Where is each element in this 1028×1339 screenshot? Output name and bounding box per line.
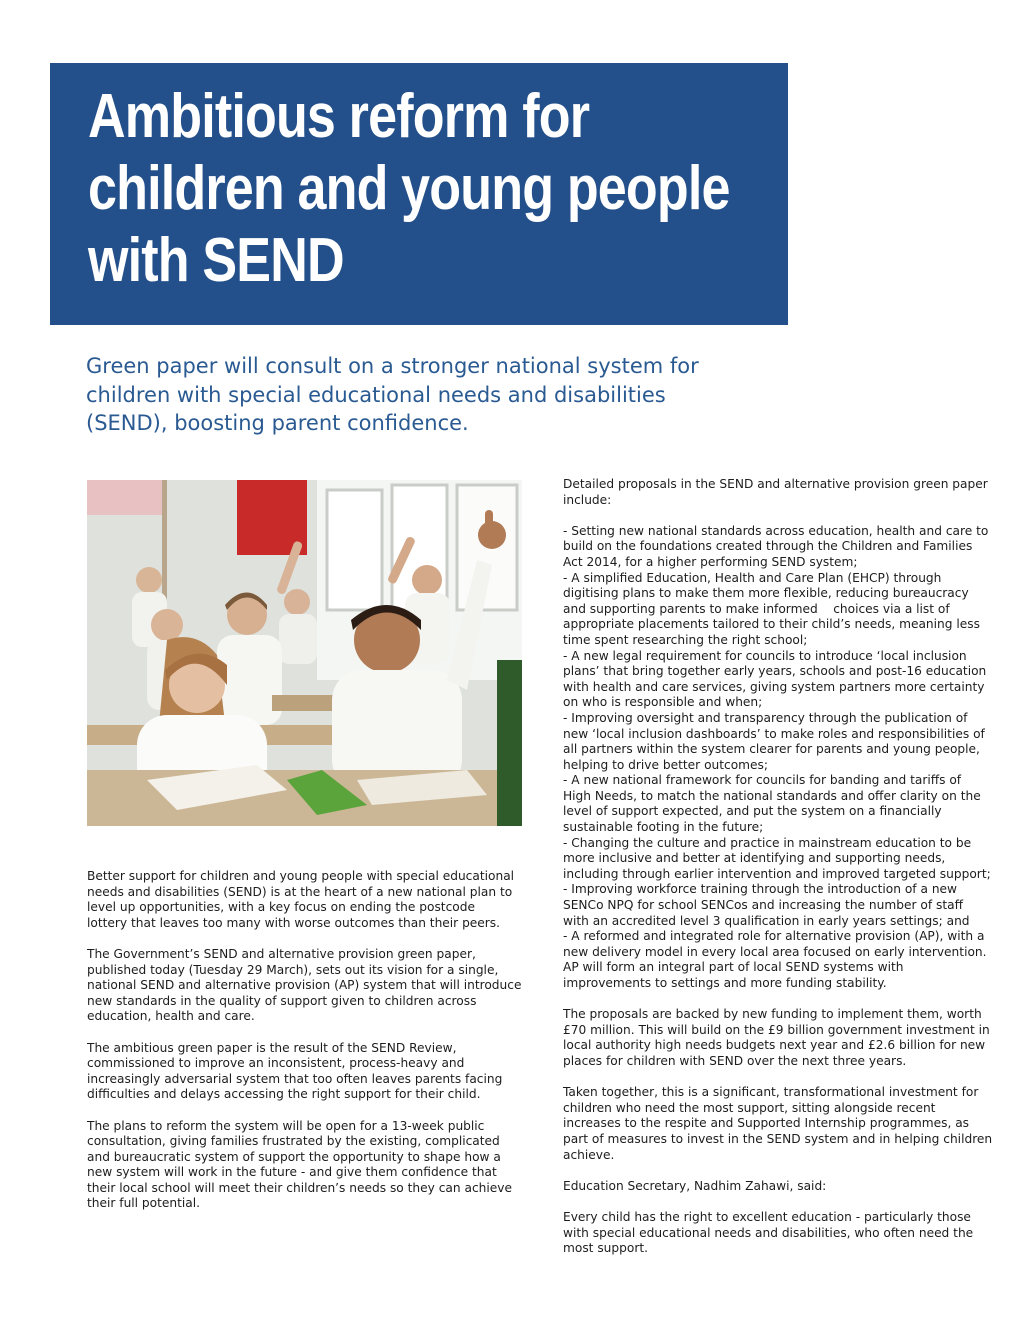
funding-paragraph: [563, 1007, 1001, 1069]
text-line: Better support for children and young people with special educational: [87, 869, 515, 883]
text-line: Taken together, this is a significant, transformational investment for: [563, 1085, 979, 1100]
text-line: with health and care services, giving system partners more certainty: [563, 679, 985, 694]
title-line: children and young people: [88, 154, 730, 223]
text-line: national SEND and alternative provision (AP) system that will introduce: [87, 978, 522, 993]
text-line: and supporting parents to make informed choices via a list of: [563, 601, 950, 616]
text-line: level up opportunities, with a key focus on ending the postcode: [87, 900, 475, 915]
text-line: more inclusive and better at identifying and supporting needs,: [563, 851, 946, 866]
text-line: - Changing the culture and practice in mainstream education to be: [563, 835, 972, 850]
text-line: with an accredited level 3 qualification in early years settings; and: [563, 913, 970, 928]
text-line: increasingly adversarial system that too often leaves parents facing: [87, 1071, 503, 1086]
text-line: - Setting new national standards across education, health and care to: [563, 523, 989, 538]
text-line: AP will form an integral part of local SEND systems with: [563, 960, 904, 975]
subtitle-line: (SEND), boosting parent confidence.: [86, 411, 469, 435]
text-line: new system will work in the future - and give them confidence that: [87, 1165, 497, 1180]
investment-paragraph: [563, 1085, 1001, 1163]
text-line: new standards in the quality of support given to children across: [87, 993, 477, 1008]
right-column: [563, 477, 1001, 1272]
text-line: most support.: [563, 1241, 648, 1256]
text-line: helping to drive better outcomes;: [563, 757, 769, 772]
text-line: local authority high needs budgets next year and £2.6 billion for new: [563, 1038, 986, 1053]
text-line: - A new national framework for councils for banding and tariffs of: [563, 773, 962, 788]
text-line: difficulties and delays accessing the right support for their child.: [87, 1087, 481, 1102]
text-line: - A simplified Education, Health and Care Plan (EHCP) through: [563, 570, 942, 585]
text-line: build on the foundations created through the Children and Families: [563, 539, 973, 554]
quote-attribution: [563, 1179, 1001, 1195]
text-line: Act 2014, for a higher performing SEND system;: [563, 554, 858, 569]
text-line: time spent researching the right school;: [563, 632, 808, 647]
text-line: The Government’s SEND and alternative provision green paper,: [87, 946, 476, 961]
consultation-paragraph: [87, 1119, 527, 1213]
text-line: - Improving workforce training through the introduction of a new: [563, 882, 958, 897]
text-line: lottery that leaves too many with worse outcomes than their peers.: [87, 915, 501, 930]
text-line: achieve.: [563, 1147, 615, 1162]
text-line: education, health and care.: [87, 1009, 255, 1024]
text-line: consultation, giving families frustrated by the existing, complicated: [87, 1134, 500, 1149]
text-line: sustainable footing in the future;: [563, 820, 764, 835]
text-line: all partners within the system clearer for parents and young people,: [563, 742, 980, 757]
text-line: places for children with SEND over the next three years.: [563, 1053, 907, 1068]
text-line: children who need the most support, sitting alongside recent: [563, 1100, 936, 1115]
text-line: The proposals are backed by new funding to implement them, worth: [563, 1007, 982, 1022]
text-line: published today (Tuesday 29 March), sets out its vision for a single,: [87, 962, 499, 977]
quote-paragraph: [563, 1210, 1001, 1257]
text-line: their full potential.: [87, 1196, 201, 1211]
text-line: £70 million. This will build on the £9 billion government investment in: [563, 1022, 990, 1037]
text-line: new ‘local inclusion dashboards’ to make roles and responsibilities of: [563, 726, 985, 741]
title-line: Ambitious reform for: [88, 82, 590, 151]
text-line: appropriate placements tailored to their child’s needs, meaning less: [563, 617, 980, 632]
text-line: - A new legal requirement for councils to introduce ‘local inclusion: [563, 648, 967, 663]
text-line: The plans to reform the system will be open for a 13-week public: [87, 1118, 485, 1133]
proposals-intro-paragraph: [563, 477, 1001, 508]
text-line: including through earlier intervention and improved targeted support;: [563, 866, 991, 881]
text-line: digitising plans to make them more flexible, reducing bureaucracy: [563, 586, 969, 601]
text-line: Detailed proposals in the SEND and alternative provision green paper: [563, 477, 988, 491]
text-line: their local school will meet their children’s needs so they can achieve: [87, 1180, 512, 1195]
text-line: increases to the respite and Supported Internship programmes, as: [563, 1116, 970, 1131]
review-paragraph: [87, 1041, 527, 1103]
subtitle: [86, 352, 766, 438]
text-line: and bureaucratic system of support the opportunity to shape how a: [87, 1149, 501, 1164]
classroom-photo: [87, 480, 522, 826]
text-line: Education Secretary, Nadhim Zahawi, said:: [563, 1178, 827, 1193]
text-line: - Improving oversight and transparency through the publication of: [563, 710, 968, 725]
page-title: [88, 81, 758, 297]
text-line: level of support expected, and put the system on a financially: [563, 804, 942, 819]
subtitle-line: children with special educational needs and disabilities: [86, 382, 666, 407]
proposals-list: [563, 524, 1001, 992]
text-line: - A reformed and integrated role for alternative provision (AP), with a: [563, 929, 985, 944]
text-line: part of measures to invest in the SEND system and in helping children: [563, 1131, 993, 1146]
text-line: plans’ that bring together early years, schools and post-16 education: [563, 664, 987, 679]
text-line: needs and disabilities (SEND) is at the heart of a new national plan to: [87, 884, 513, 899]
text-line: improvements to settings and more funding stability.: [563, 976, 887, 990]
text-line: SENCo NPQ for school SENCos and increasing the number of staff: [563, 898, 963, 913]
text-line: Every child has the right to excellent education - particularly those: [563, 1209, 971, 1224]
text-line: High Needs, to match the national standards and offer clarity on the: [563, 788, 981, 803]
text-line: on who is responsible and when;: [563, 695, 763, 710]
title-banner: [50, 63, 788, 325]
text-line: include:: [563, 492, 612, 507]
subtitle-line: Green paper will consult on a stronger national system for: [86, 354, 699, 378]
text-line: The ambitious green paper is the result of the SEND Review,: [87, 1040, 457, 1055]
title-line: with SEND: [88, 226, 344, 295]
left-column: [87, 869, 527, 1228]
intro-paragraph: [87, 869, 527, 931]
text-line: new delivery model in every local area focused on early intervention.: [563, 944, 987, 959]
text-line: commissioned to improve an inconsistent, process-heavy and: [87, 1056, 465, 1071]
text-line: with special educational needs and disabilities, who often need the: [563, 1225, 974, 1240]
green-paper-paragraph: [87, 947, 527, 1025]
